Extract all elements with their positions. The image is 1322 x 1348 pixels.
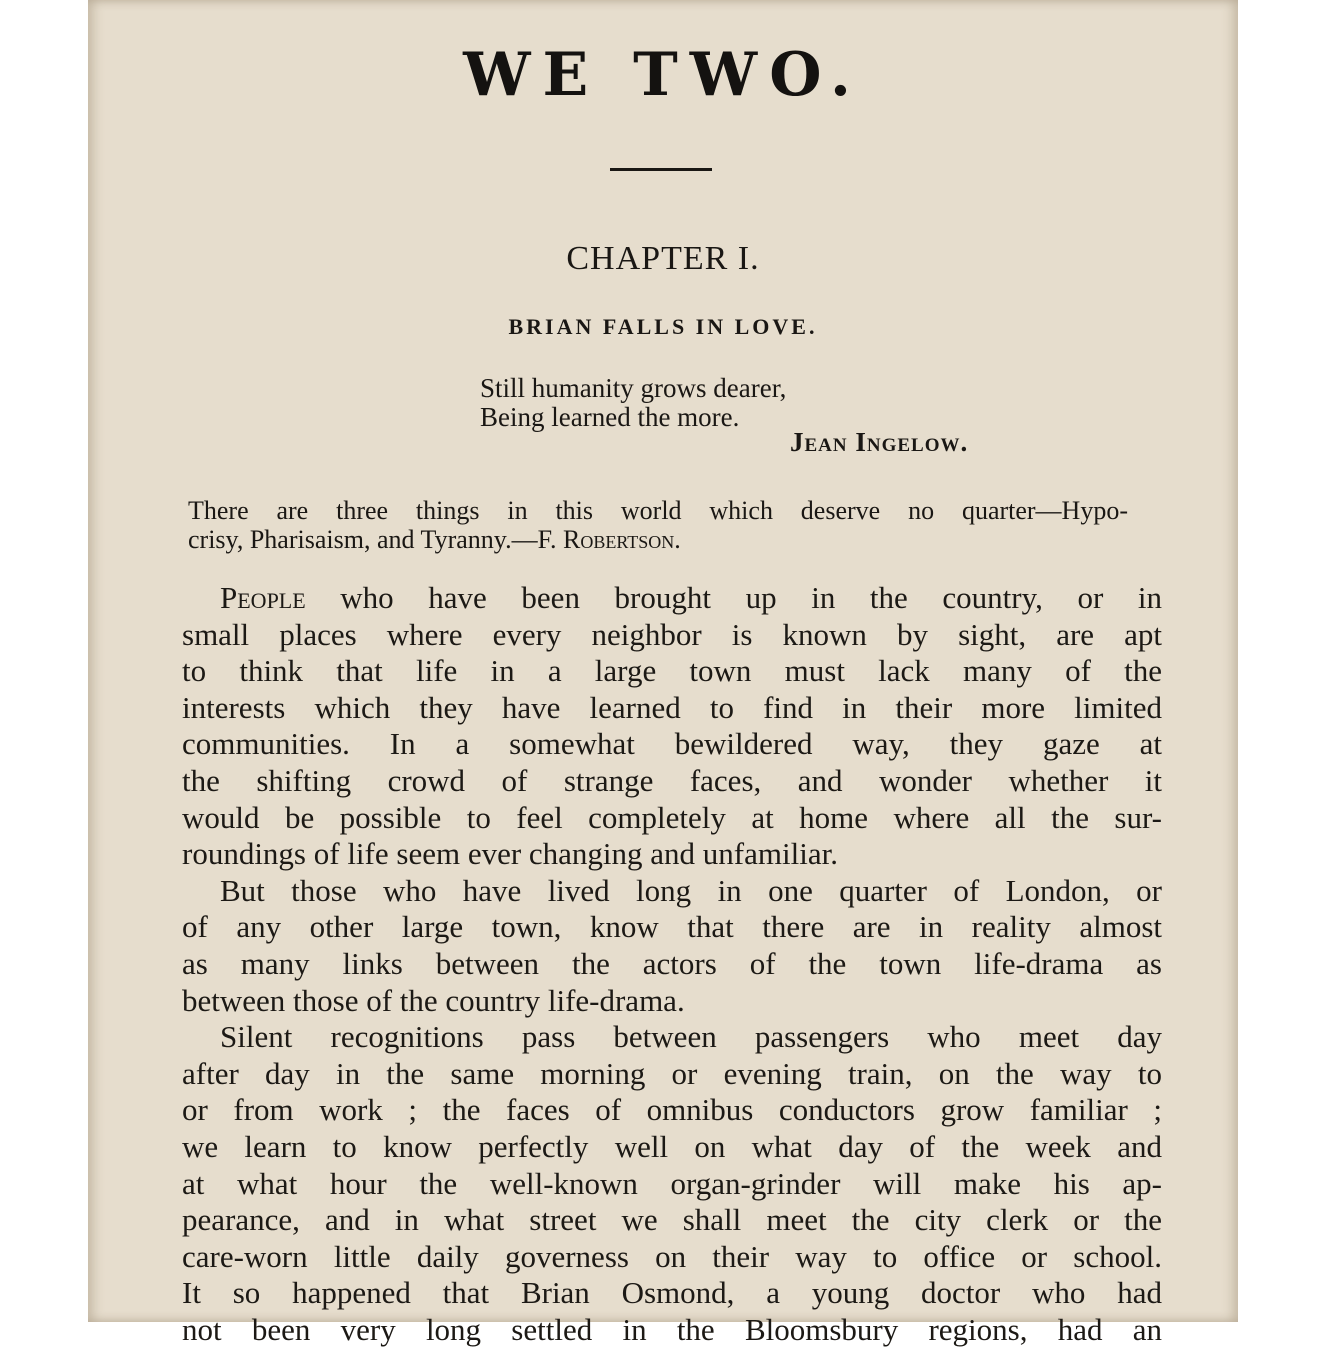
paragraph-line: to think that life in a large town must lack many of the [182, 653, 1162, 689]
paragraph-line [182, 580, 1162, 617]
paragraph-line: small places where every neighbor is known by sight, are apt [182, 616, 1162, 652]
book-page [88, 0, 1238, 1347]
paragraph-line: at what hour the well-known organ-grinder will make his ap- [182, 1165, 1162, 1201]
epigraph-text: crisy, Pharisaism, and Tyranny.— [188, 525, 538, 554]
paragraph-line: roundings of life seem ever changing and unfamiliar. [182, 836, 838, 872]
line-text: who have been brought up in the country, or in [305, 580, 1162, 615]
verse-line: Still humanity grows dearer, [480, 373, 787, 403]
verse-author: Jean Ingelow. [790, 427, 969, 457]
paragraph-line: we learn to know perfectly well on what day of the week and [182, 1128, 1162, 1164]
title-divider [610, 168, 712, 171]
verse-epigraph [480, 374, 786, 432]
drop-word: People [220, 580, 306, 615]
book-title: WE TWO. [463, 40, 863, 110]
chapter-title: BRIAN FALLS IN LOVE. [508, 314, 818, 339]
epigraph-line [188, 525, 1128, 554]
verse-line: Being learned the more. [480, 402, 740, 432]
paragraph-line: as many links between the actors of the town life-drama as [182, 945, 1162, 981]
prose-epigraph [188, 496, 1128, 554]
paragraph-line: But those who have lived long in one quarter of London, or [220, 872, 1162, 908]
epigraph-line: There are three things in this world which deserve no quarter—Hypo- [188, 496, 1128, 525]
paragraph-line: communities. In a somewhat bewildered way, they gaze at [182, 726, 1162, 762]
epigraph-author: F. Robertson. [537, 525, 681, 554]
paragraph-line: interests which they have learned to find in their more limited [182, 689, 1162, 725]
paragraph-line: after day in the same morning or evening train, on the way to [182, 1055, 1162, 1091]
paragraph-line: care-worn little daily governess on their way to office or school. [182, 1238, 1162, 1274]
paragraph-line: the shifting crowd of strange faces, and wonder whether it [182, 762, 1162, 798]
chapter-number: CHAPTER I. [566, 240, 760, 277]
chapter-body [182, 580, 1162, 1348]
paragraph-line: It so happened that Brian Osmond, a young doctor who had [182, 1275, 1162, 1311]
paragraph-line: not been very long settled in the Bloomsbury regions, had an [182, 1311, 1162, 1347]
paragraph-line: would be possible to feel completely at home where all the sur- [182, 799, 1162, 835]
paragraph-line: between those of the country life-drama. [182, 982, 685, 1018]
paragraph-line: or from work ; the faces of omnibus conductors grow familiar ; [182, 1092, 1162, 1128]
paragraph-line: pearance, and in what street we shall meet the city clerk or the [182, 1202, 1162, 1238]
paragraph-line: of any other large town, know that there are in reality almost [182, 909, 1162, 945]
paragraph-line: Silent recognitions pass between passengers who meet day [220, 1019, 1162, 1055]
